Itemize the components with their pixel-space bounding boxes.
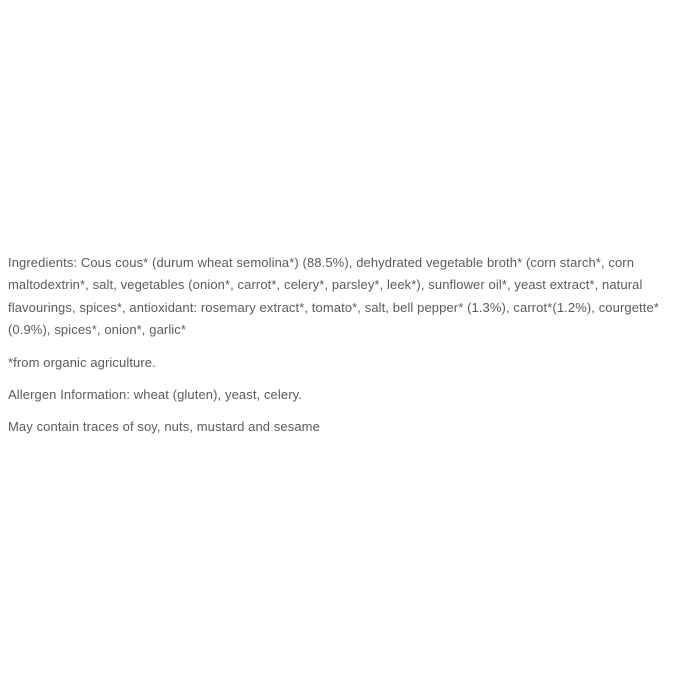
allergen-info: Allergen Information: wheat (gluten), yeast, celery. <box>8 387 302 403</box>
organic-note: *from organic agriculture. <box>8 354 156 370</box>
ingredients-line: (0.9%), spices*, onion*, garlic* <box>8 322 187 338</box>
ingredients-line: flavourings, spices*, antioxidant: rosemary extract*, tomato*, salt, bell pepper* (1.3%), carrot*(1.2%), courgette* <box>8 299 659 315</box>
traces-note: May contain traces of soy, nuts, mustard and sesame <box>8 419 320 435</box>
ingredients-paragraph <box>8 252 698 342</box>
ingredients-line: Ingredients: Cous cous* (durum wheat semolina*) (88.5%), dehydrated vegetable broth* (corn starch*, corn <box>8 255 635 270</box>
ingredients-line: maltodextrin*, salt, vegetables (onion*, carrot*, celery*, parsley*, leek*), sunflower oil*, yeast extract*, natural <box>8 277 643 293</box>
label-text-block <box>8 252 698 449</box>
